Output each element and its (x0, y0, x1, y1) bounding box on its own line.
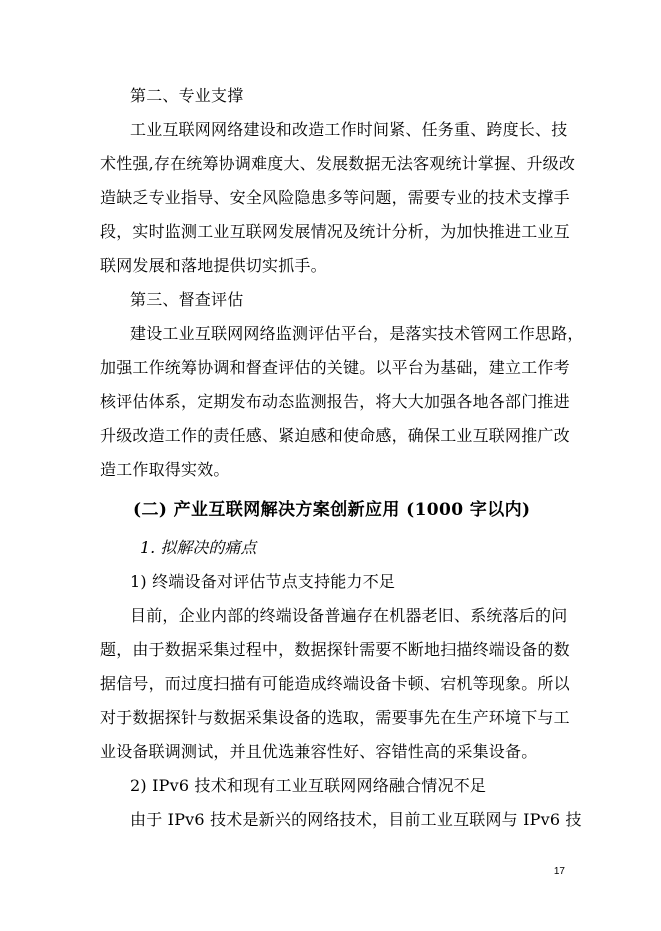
paragraph-line: 段，实时监测工业互联网发展情况及统计分析，为加快推进工业互 (100, 222, 570, 241)
paragraph-line: 题，由于数据采集过程中，数据探针需要不断地扫描终端设备的数 (100, 640, 570, 659)
paragraph-line: 对于数据探针与数据采集设备的选取，需要事先在生产环境下与工 (100, 708, 570, 727)
paragraph-line: 核评估体系，定期发布动态监测报告，将大大加强各地各部门推进 (100, 392, 570, 411)
paragraph-line: 造缺乏专业指导、安全风险隐患多等问题，需要专业的技术支撑手 (100, 188, 570, 207)
paragraph-line: 升级改造工作的责任感、紧迫感和使命感，确保工业互联网推广改 (100, 426, 570, 445)
paragraph-line: 术性强,存在统筹协调难度大、发展数据无法客观统计掌握、升级改 (100, 154, 576, 173)
subsection-title: (二) 产业互联网解决方案创新应用 (1000 字以内) (133, 500, 531, 520)
paragraph-line: 工业互联网网络建设和改造工作时间紧、任务重、跨度长、技 (130, 120, 568, 139)
pain-points-title: 1. 拟解决的痛点 (140, 538, 257, 557)
item-title: 1) 终端设备对评估节点支持能力不足 (130, 572, 396, 591)
paragraph-line: 目前，企业内部的终端设备普遍存在机器老旧、系统落后的问 (130, 606, 568, 625)
paragraph-line: 联网发展和落地提供切实抓手。 (100, 256, 327, 275)
paragraph-line: 由于 IPv6 技术是新兴的网络技术，目前工业互联网与 IPv6 技 (130, 810, 582, 829)
paragraph-line: 加强工作统筹协调和督查评估的关键。以平台为基础，建立工作考 (100, 358, 570, 377)
section-title-third: 第三、督查评估 (130, 290, 244, 309)
paragraph-line: 建设工业互联网网络监测评估平台，是落实技术管网工作思路， (130, 324, 584, 343)
page-number: 17 (553, 866, 565, 877)
paragraph-line: 据信号，而过度扫描有可能造成终端设备卡顿、宕机等现象。所以 (100, 674, 570, 693)
paragraph-line: 业设备联调测试，并且优选兼容性好、容错性高的采集设备。 (100, 742, 538, 761)
section-title-second: 第二、专业支撑 (130, 86, 244, 105)
item-title: 2) IPv6 技术和现有工业互联网网络融合情况不足 (130, 776, 487, 795)
paragraph-line: 造工作取得实效。 (100, 460, 230, 479)
